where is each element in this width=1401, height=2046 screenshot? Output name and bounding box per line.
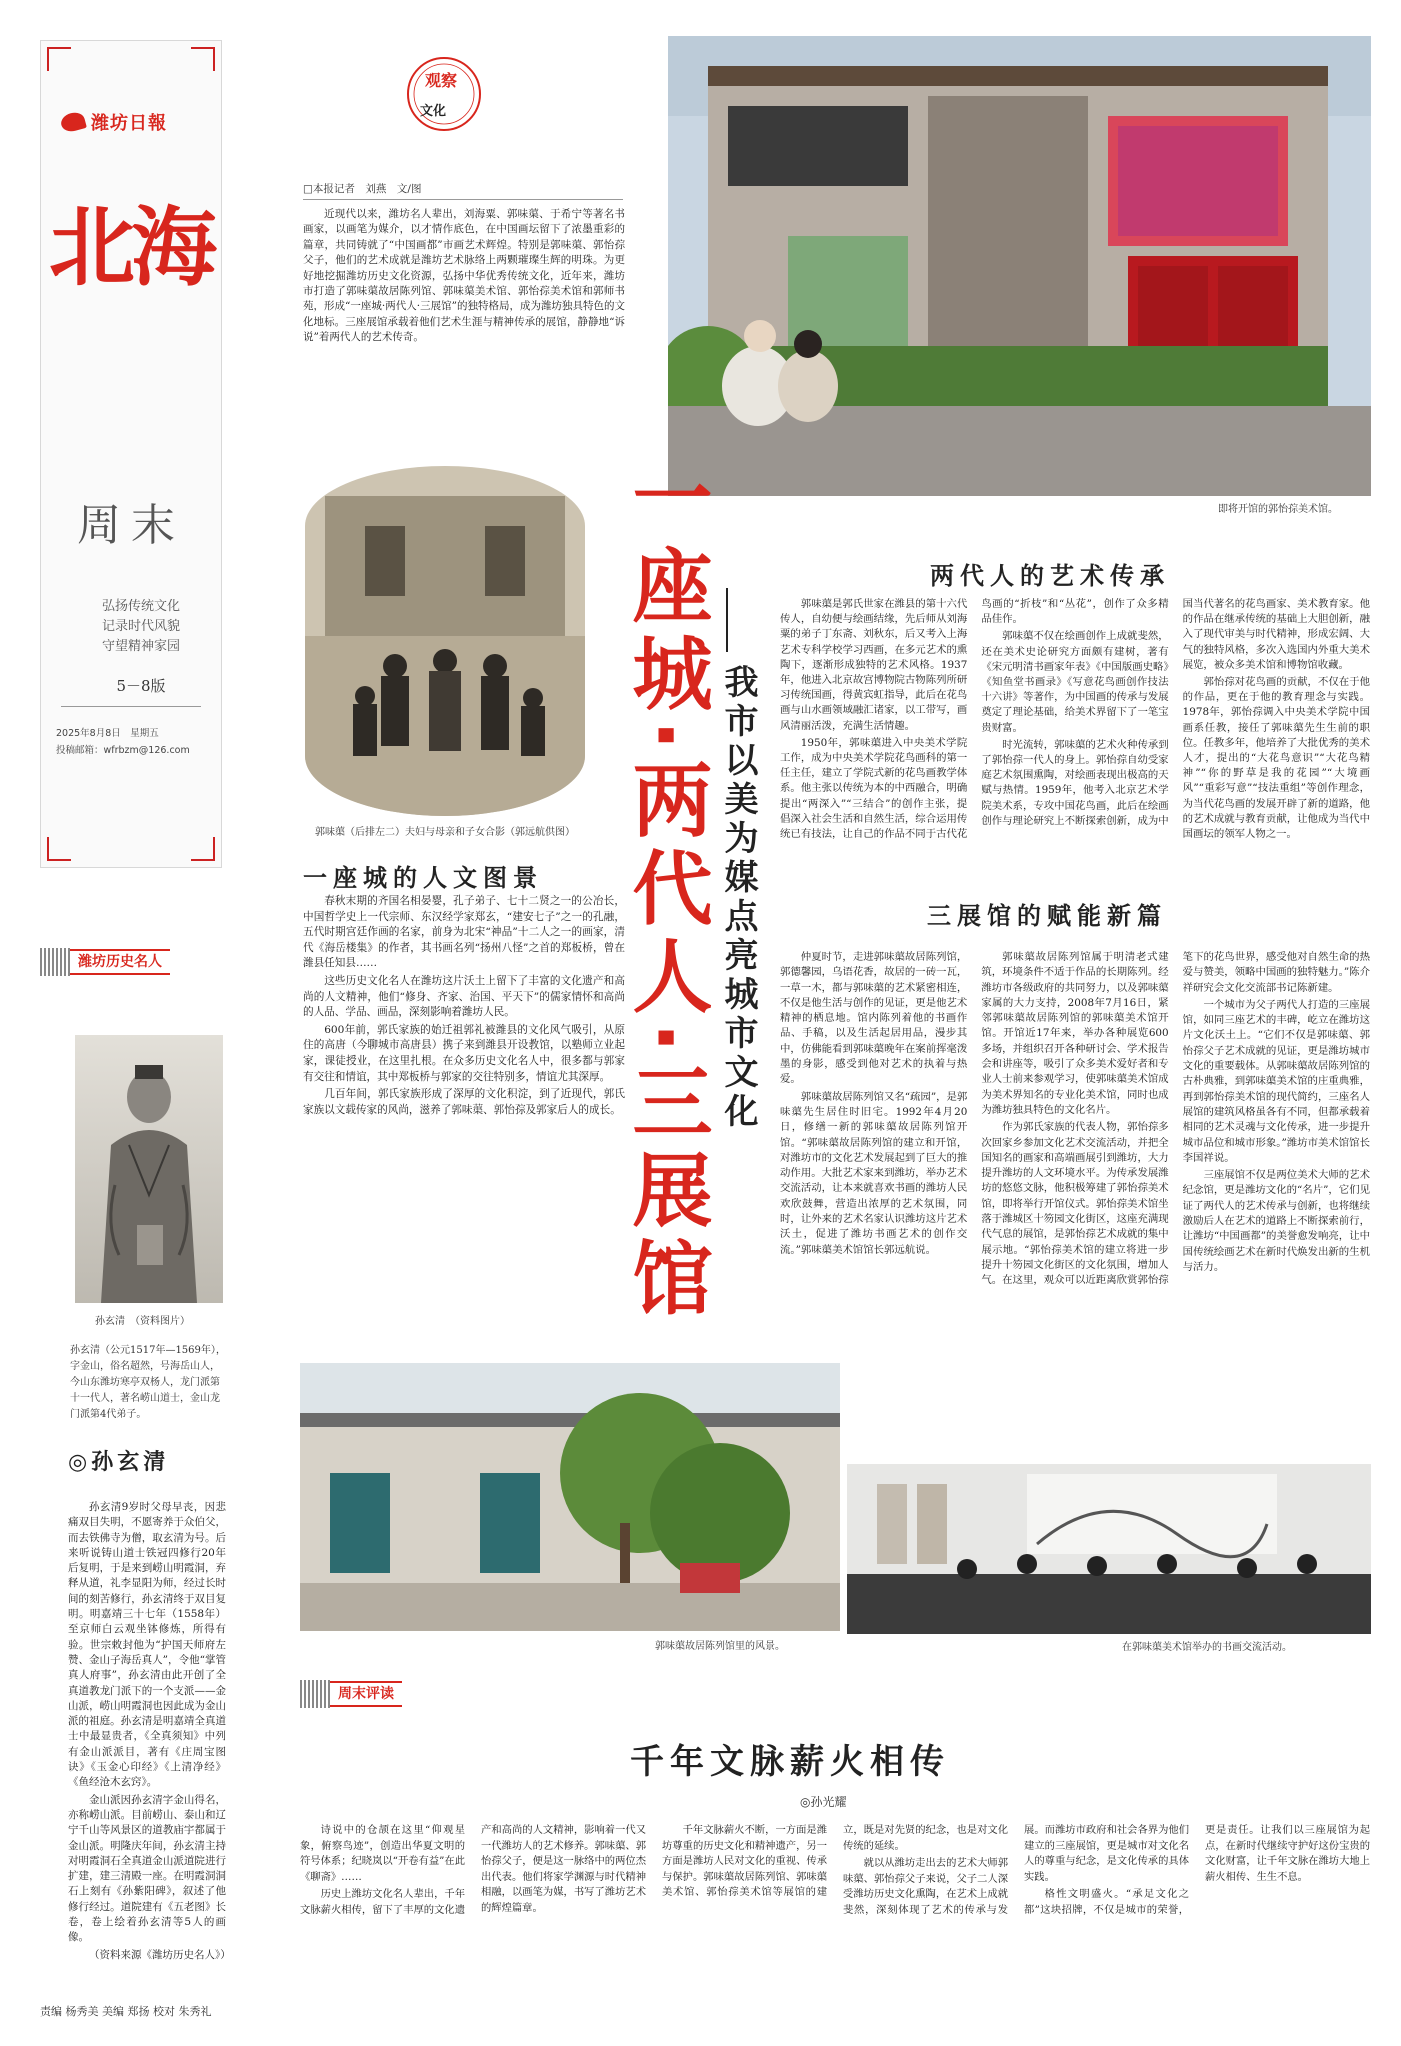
family-historic-photo <box>305 466 585 816</box>
divider <box>61 706 201 707</box>
masthead-subtitle: 周末 <box>77 500 185 551</box>
article-paragraph: 郭味蕖故居陈列馆又名“疏园”，是郭味蕖先生居住时旧宅。1992年4月20日，修缮一新的郭味蕖故居陈列馆开馆。“郭味蕖故居陈列馆的建立和开馆，对潍坊市的文化艺术发展起到了巨大的推动作用。大批艺术家来到潍坊，举办艺术交流活动，让本来就喜欢书画的潍坊人民欢欣鼓舞，营造出浓厚的艺术氛围，同时，让外来的艺术名家认识潍坊这片艺术沃土，促进了潍坊书画艺术的创作交流。”郭味蕖美术馆馆长郭远航说。 <box>780 1090 968 1256</box>
masthead <box>40 40 222 868</box>
issue-date: 2025年8月8日 星期五 <box>56 728 159 739</box>
review-byline: ◎孙光耀 <box>800 1795 847 1809</box>
lead-paragraph: 近现代以来，潍坊名人辈出，刘海粟、郭味蕖、于希宁等著名书画家，以画笔为媒介，以才情作底色，在中国画坛留下了浓墨重彩的篇章，共同铸就了“中国画都”市画艺术辉煌。特别是郭味蕖、郭怡孮父子，他们的艺术成就是潍坊艺术脉络上两颗璀璨生辉的明珠。为更好地挖掘潍坊历史文化资源，弘扬中华优秀传统文化，近年来，潍坊市打造了郭味蕖故居陈列馆、郭味蕖美术馆、郭怡孮美术馆和郭师书苑，形成“一座城·两代人·三展馆”的独特格局，成为潍坊独具特色的文化地标。三座展馆承载着他们艺术生涯与精神传承的展馆，静静地“诉说”着两代人的艺术传奇。 <box>303 208 625 344</box>
article-paragraph: 时光流转，郭味蕖的艺术火种传承到了郭怡孮一代人的身上。郭怡孮自幼受家庭艺术氛围熏陶，对绘画表现出极高的天赋与热情。1959年，他考入北京艺术学院美术系，专攻中国花鸟画，此后在绘画创作与理论研究上不断探索创新，成为中国当代著名的花鸟画家、美术教育家。他的作品在继承传统的基础上大胆创新，融入了现代审美与时代精神，形成宏阔、大气的独特风格，多次入选国内外重大美术展览，被众多美术馆和博物馆收藏。 <box>981 598 1370 827</box>
section-title-three-museums: 三展馆的赋能新篇 <box>927 901 1167 930</box>
corner-ornament <box>191 837 215 861</box>
review-paragraph: 千年文脉薪火不断，一方面是潍坊尊重的历史文化和精神遗产，另一方面是潍坊人民对文化的重视、传承与保护。郭味蕖故居陈列馆、郭味蕖美术馆、郭怡孮美术馆等展馆的建立，既是对先贤的纪念，也是对文化传统的延续。 <box>662 1824 1008 1899</box>
figure-article <box>68 1500 231 1965</box>
article-paragraph: 600年前，郭氏家族的始迁祖郭礼被潍县的文化风气吸引，从原住的高唐（今聊城市高唐县）携子来到潍县开设教馆，以塾师立业起家，课徒授业，在这里扎根。在众多历史文化名人中，很多都与郭家有交往和情谊，其中郑板桥与郭家的交往特别多，情谊尤其深厚。 <box>303 1023 625 1083</box>
main-headline: 一座城·两代人·三展馆 <box>619 456 712 1325</box>
article-paragraph: 这些历史文化名人在潍坊这片沃土上留下了丰富的文化遗产和高尚的人文精神，他们“修身、齐家、治国、平天下”的儒家情怀和高尚的人品、学品、画品，深刻影响着潍坊人民。 <box>303 974 625 1019</box>
masthead-title: 北海 <box>49 197 213 298</box>
event-photo-caption: 在郭味蕖美术馆举办的书画交流活动。 <box>1122 1642 1292 1653</box>
article-paragraph: 孙玄清9岁时父母早丧，因悲痛双目失明，不愿寄养于众伯父，而去铁佛寺为僧，取玄清为号。后来听说铸山道士铁冠四修行20年后复明，于是来到崂山明霞洞，弃释从道，礼李显阳为师，经过长时间的刻苦修行，孙玄清终于双目复明。明嘉靖三十七年（1558年）至京师白云观坐钵修炼，所得有验。世宗敕封他为“护国天师府左赞、金山子海岳真人”，令他“掌管真人府事”，孙玄清由此开创了全真道教龙门派下的一个支派——金山派，崂山明霞洞也因此成为金山派的祖庭。孙玄清是明嘉靖全真道士中最显贵者，《全真须知》中列有金山派派目，著有《庄周宝图诀》《玉金心印经》《上清净经》《鱼经沧木玄窍》。 <box>68 1501 226 1789</box>
section-tag-label: 周末评读 <box>330 1681 402 1707</box>
article-source: （资料来源《潍坊历史名人》） <box>89 1948 231 1961</box>
article-paragraph: 金山派因孙玄清字金山得名，亦称崂山派。目前崂山、泰山和辽宁千山等风景区的道教庙宇都属于金山派。明隆庆年间，孙玄清主持对明霞洞石全真道金山派道院进行扩建，建三清殿一座。在明霞洞洞石上刻有《孙紫阳碑》，叙述了他修行经过。道院建有《五老图》长卷，卷上绘着孙玄清等5人的画像。 <box>68 1793 226 1944</box>
article-paragraph: 郭怡孮对花鸟画的贡献，不仅在于他的作品，更在于他的教育理念与实践。1978年，郭怡孮调入中央美术学院中国画系任教，接任了郭味蕖先生生前的职位。任教多年，他培养了大批优秀的美术人才，提出的“大花鸟意识”“大花鸟精神”“你的野草是我的花园”“大境画风”“重彩写意”“技法重组”等创作理念，为当代花鸟画的发展开辟了新的道路，他的艺术成就与教育贡献，让他成为当代中国画坛的领军人物之一。 <box>1182 676 1370 841</box>
portrait-caption: 孙玄清 （资料图片） <box>95 1316 190 1327</box>
feature-lead <box>303 207 625 348</box>
historic-photo-caption: 郭味蕖（后排左二）夫妇与母亲和子女合影（郭远航供图） <box>315 827 575 838</box>
figure-name-heading: ◎孙玄清 <box>68 1449 170 1475</box>
section-tag-review <box>300 1679 402 1709</box>
art-museum-photo <box>668 36 1371 496</box>
contribution-email: 投稿邮箱：wfrbzm@126.com <box>56 745 190 756</box>
article-paragraph: 郭味蕖故居陈列馆属于明清老式建筑，环境条件不适于作品的长期陈列。经潍坊市各级政府的共同努力，以及郭味蕖家属的大力支持，2008年7月16日，紧邻郭味蕖故居陈列馆的郭味蕖美术馆开馆。开馆近17年来，举办各种展览600多场，并组织召开各种研讨会、学术报告会和讲座等，吸引了众多美术爱好者和专业人士前来参观学习，使郭味蕖美术馆成为美术界知名的专业化美术馆，同时也成为潍坊独具特色的文化名片。 <box>981 951 1169 1116</box>
review-title: 千年文脉薪火相传 <box>630 1742 950 1782</box>
portrait-image <box>75 1035 223 1303</box>
corner-ornament <box>47 47 71 71</box>
portrait-bio: 孙玄清（公元1517年—1569年），字金山，俗名超然，号海岳山人，今山东潍坊寒亭双杨人，龙门派第十一代人，著名崂山道士，金山龙门派第4代弟子。 <box>70 1345 226 1420</box>
article-paragraph: 春秋末期的齐国名相晏婴，孔子弟子、七十二贤之一的公冶长，中国哲学史上一代宗师、东汉经学家郑玄，“建安七子”之一的孔融，五代时期宫廷作画的名家，前身为北宋“神品”十二人之一的画家，清代《海岳楼集》的作者，其书画名列“扬州八怪”之首的郑板桥，曾在潍县任知县…… <box>303 895 625 970</box>
photo-caption: 即将开馆的郭怡孮美术馆。 <box>1218 504 1338 515</box>
masthead-slogan <box>81 597 201 657</box>
logo-icon <box>59 110 87 134</box>
culture-observe-badge <box>405 55 483 133</box>
review-paragraph: 格性文明盛火。“承足文化之都”这块招牌，不仅是城市的荣誉，更是责任。让我们以三座展馆为起点，在新时代继续守护好这份宝贵的文化财富，让千年文脉在潍坊大地上薪火相传、生生不息。 <box>1024 1824 1370 1916</box>
section-title-generations: 两代人的艺术传承 <box>930 561 1170 590</box>
article-paragraph: 三座展馆不仅是两位美术大师的艺术纪念馆，更是潍坊文化的“名片”，它们见证了两代人的艺术传承与创新，也将继续激励后人在艺术的道路上不断探索前行，让潍坊“中国画都”的美誉愈发响亮，让中国传统绘画艺术在新时代焕发出新的生机与活力。 <box>1182 1169 1370 1273</box>
article-paragraph: 1950年，郭味蕖进入中央美术学院工作，成为中央美术学院花鸟画科的第一任主任，建立了学院式新的花鸟画教学体系。他主张以传统为本的中西融合，明确提出“两深入”“三结合”的创作主张，提倡深入社会生活和自然生活，综合运用传统已有技法，让自己的作品不同于古代花鸟画的“折枝”和“丛花”，创作了众多精品佳作。 <box>780 598 1169 841</box>
slogan-line: 守望精神家园 <box>101 639 180 654</box>
feature-byline: □本报记者 刘燕 文/图 <box>303 181 623 200</box>
badge-top-text: 观察 <box>425 71 458 90</box>
subheadline-dash <box>726 588 728 652</box>
exchange-event-photo <box>847 1464 1371 1634</box>
badge-bottom-text: 文化 <box>420 104 447 119</box>
residence-photo-caption: 郭味蕖故居陈列馆里的风景。 <box>655 1641 785 1652</box>
tag-stripes <box>300 1680 330 1708</box>
section-body-generations <box>780 597 1370 845</box>
section-tag-label: 潍坊历史名人 <box>70 949 170 975</box>
section-title-city: 一座城的人文图景 <box>303 863 543 892</box>
section-body-city <box>303 894 625 1120</box>
review-body <box>300 1823 1370 1995</box>
review-paragraph: 就以从潍坊走出去的艺术大师郭味蕖、郭怡孮父子来说，父子二人深受潍坊历史文化熏陶，在艺术上成就斐然，深刻体现了艺术的传承与发展。而潍坊市政府和社会各界为他们建立的三座展馆，更是城市对文化名人的尊重与纪念，是文化传承的具体实践。 <box>843 1824 1189 1916</box>
review-paragraph: 历史上潍坊文化名人辈出，千年文脉薪火相传，留下了丰厚的文化遗产和高尚的人文精神，影响着一代又一代潍坊人的艺术修养。郭味蕖、郭怡孮父子，便是这一脉络中的两位杰出代表。他们将家学渊源与时代精神相融，以画笔为媒，书写了潍坊艺术的辉煌篇章。 <box>300 1824 646 1916</box>
footer-credits: 责编 杨秀美 美编 郑扬 校对 朱秀礼 <box>40 2005 212 2018</box>
corner-ornament <box>47 837 71 861</box>
article-paragraph: 作为郭氏家族的代表人物，郭怡孮多次回家乡参加文化艺术交流活动，并把全国知名的画家和高端画展引到潍坊，大力提升潍坊的人文环境水平。为传承发展潍坊的悠悠文脉，他积极筹建了郭怡孮美术馆，即将举行开馆仪式。郭怡孮美术馆坐落于潍城区十笏园文化街区，这座充满现代气息的展馆，是郭怡孮艺术成就的集中展示地。“郭怡孮美术馆的建立将进一步提升十笏园文化街区的文化氛围，增加人气。在这里，观众可以近距离欣赏郭怡孮笔下的花鸟世界，感受他对自然生命的热爱与赞美，领略中国画的独特魅力。”陈介祥研究会文化交流部书记陈新建。 <box>981 951 1370 1287</box>
section-body-three-museums <box>780 950 1370 1400</box>
newspaper-logo <box>61 107 167 137</box>
subheadline: 我市以美为媒点亮城市文化 <box>718 664 758 1132</box>
slogan-line: 弘扬传统文化 <box>101 599 180 614</box>
former-residence-photo <box>300 1363 840 1631</box>
logo-text: 潍坊日報 <box>91 113 167 134</box>
article-paragraph: 郭味蕖不仅在绘画创作上成就斐然，还在美术史论研究方面颇有建树，著有《宋元明清书画家年表》《中国版画史略》《知鱼堂书画录》《写意花鸟画创作技法十六讲》等著作，为中国画的传承与发展奠定了理论基础，给美术界留下了一笔宝贵财富。 <box>981 630 1169 734</box>
edition-label: 5－8版 <box>116 677 166 695</box>
review-paragraph: 诗说中的仓颉在这里“仰观星象，俯察鸟迹”，创造出华夏文明的符号体系；纪晓岚以“开卷有益”在此《聊斋》…… <box>300 1824 465 1883</box>
tag-stripes <box>40 948 70 976</box>
slogan-line: 记录时代风貌 <box>101 619 180 634</box>
section-tag-history <box>40 947 170 977</box>
article-paragraph: 仲夏时节，走进郭味蕖故居陈列馆，郭德馨园，乌语花香，故居的一砖一瓦，一草一木，都与郭味蕖的艺术紧密相连，不仅是他生活与创作的见证，更是他艺术精神的栖息地。馆内陈列着他的书画作品、手稿，以及生活起居用品，漫步其中，仿佛能看到郭味蕖晚年在案前挥毫泼墨的身影，感受到他对艺术的执着与热爱。 <box>780 951 968 1086</box>
article-paragraph: 一个城市为父子两代人打造的三座展馆，如同三座艺术的丰碑，屹立在潍坊这片文化沃土上。“它们不仅是郭味蕖、郭怡孮父子艺术成就的见证，更是潍坊城市文化的重要载体。从郭味蕖故居陈列馆的古朴典雅，到郭味蕖美术馆的庄重典雅，再到郭怡孮美术馆的现代简约，三座名人展馆的建筑风格虽各有不同，但都承载着相同的艺术灵魂与文化传承，进一步提升城市品位和城市形象。”潍坊市美术馆馆长李国祥说。 <box>1182 998 1370 1164</box>
corner-ornament <box>191 47 215 71</box>
article-paragraph: 几百年间，郭氏家族形成了深厚的文化积淀，到了近现代，郭氏家族以文载传家的风尚，滋养了郭味蕖、郭怡孮及郭家后人的成长。 <box>303 1088 625 1116</box>
article-paragraph: 郭味蕖是郭氏世家在潍县的第十六代传人，自幼便与绘画结缘，先后师从刘海粟的弟子丁东斋、刘秋东，后又考入上海艺术专科学校学习西画，在多元艺术的熏陶下，逐渐形成独特的艺术风格。1937年，他进入北京故宫博物院古物陈列所研习传统国画，得黄宾虹指导，此后在花鸟画与山水画领域融汇诸家，以工带写，画风清丽活泼，充满生活情趣。 <box>780 598 968 732</box>
